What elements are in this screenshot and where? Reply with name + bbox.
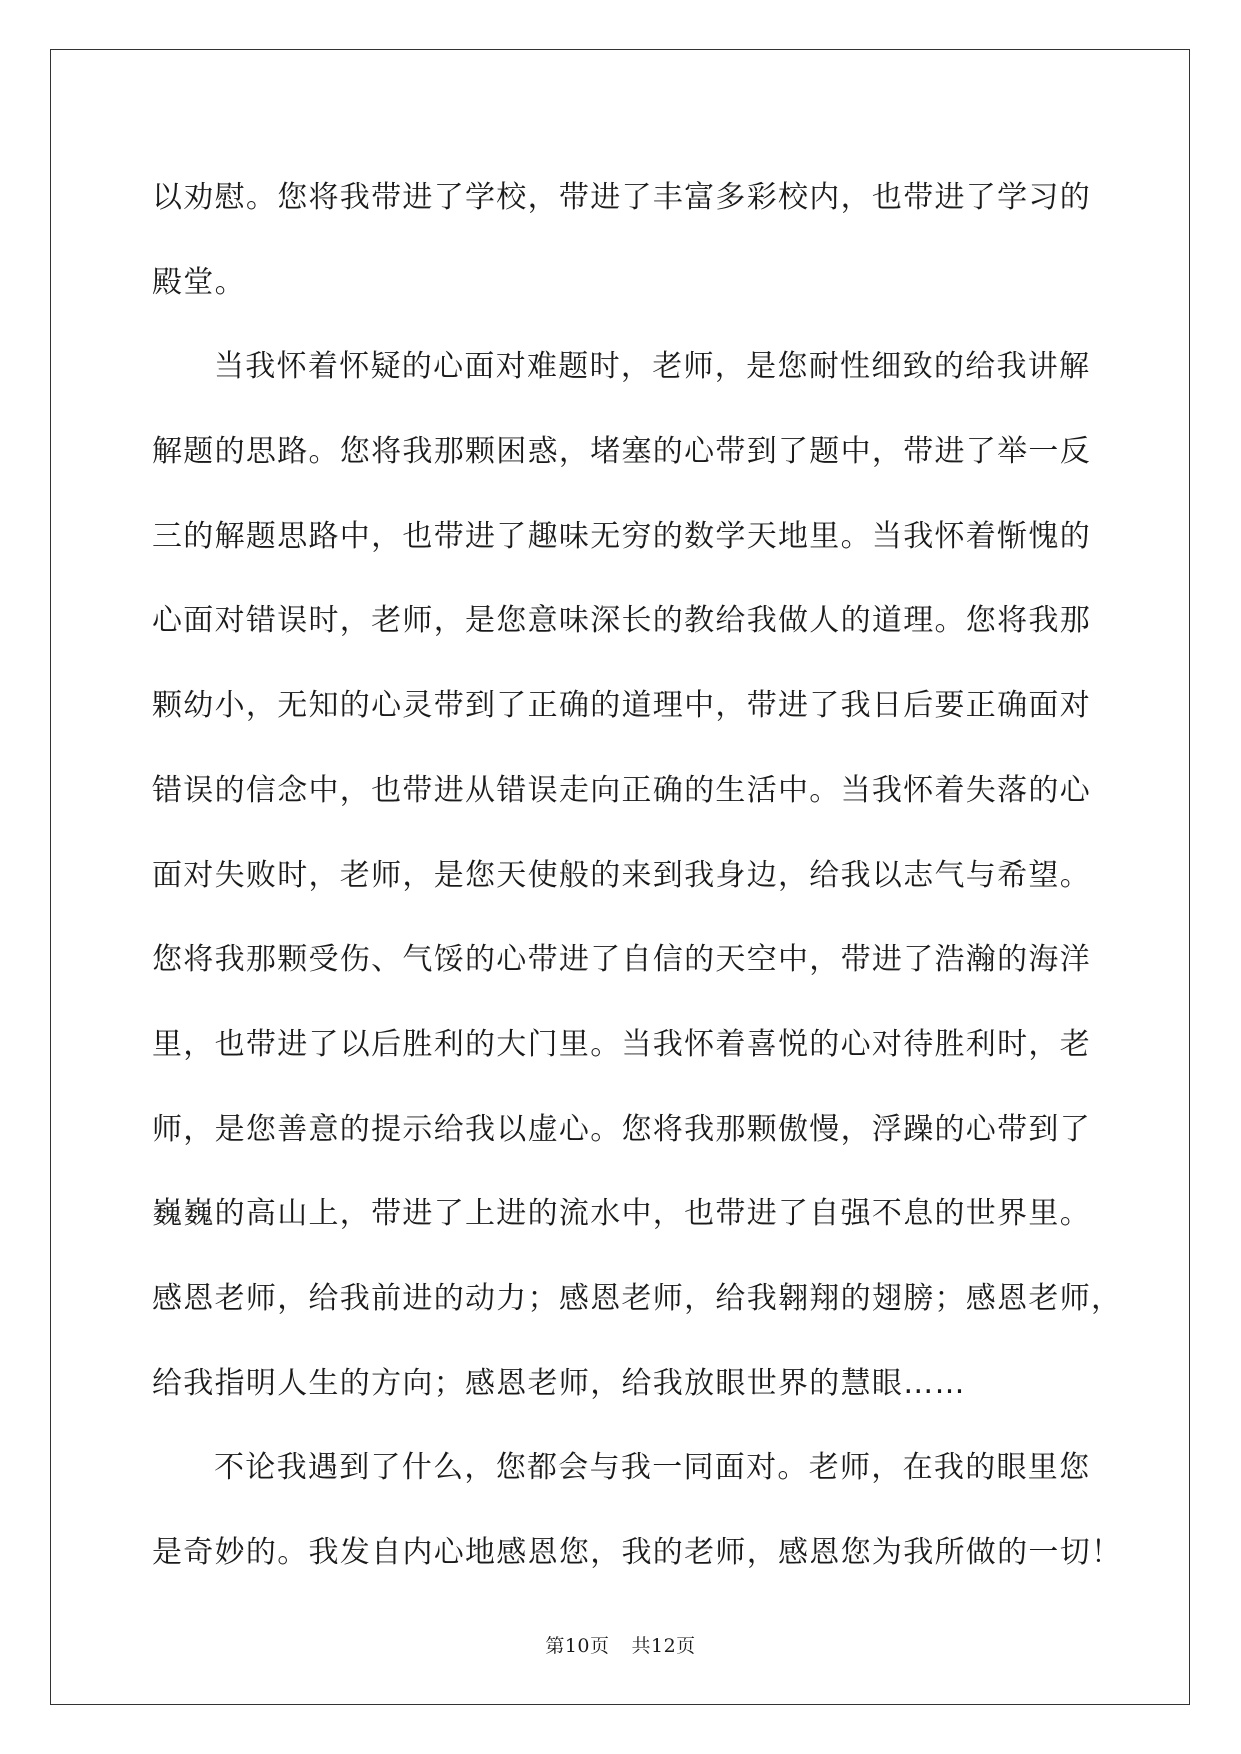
text-line: 三的解题思路中，也带进了趣味无穷的数学天地里。当我怀着惭愧的 — [152, 518, 1091, 554]
text-line: 是奇妙的。我发自内心地感恩您，我的老师，感恩您为我所做的一切！ — [152, 1535, 1123, 1570]
text-line: 以劝慰。您将我带进了学校，带进了丰富多彩校内，也带进了学习的 — [152, 180, 1091, 215]
text-line: 解题的思路。您将我那颗困惑，堵塞的心带到了题中，带进了举一反 — [152, 434, 1091, 470]
text-line: 师，是您善意的提示给我以虚心。您将我那颗傲慢，浮躁的心带到了 — [152, 1111, 1091, 1147]
paragraph-start-line: 不论我遇到了什么，您都会与我一同面对。老师，在我的眼里您 — [214, 1450, 1091, 1486]
text-line: 您将我那颗受伤、气馁的心带进了自信的天空中，带进了浩瀚的海洋 — [152, 942, 1091, 978]
text-line: 面对失败时，老师，是您天使般的来到我身边，给我以志气与希望。 — [152, 857, 1091, 893]
paragraph-start-line: 当我怀着怀疑的心面对难题时，老师，是您耐性细致的给我讲解 — [214, 349, 1091, 385]
text-line: 给我指明人生的方向；感恩老师，给我放眼世界的慧眼…… — [152, 1365, 966, 1401]
text-line: 错误的信念中，也带进从错误走向正确的生活中。当我怀着失落的心 — [152, 772, 1091, 808]
text-line: 感恩老师，给我前进的动力；感恩老师，给我翱翔的翅膀；感恩老师， — [152, 1280, 1123, 1316]
text-line: 心面对错误时，老师，是您意味深长的教给我做人的道理。您将我那 — [152, 603, 1091, 639]
text-line: 殿堂。 — [152, 264, 246, 300]
total-pages: 共12页 — [631, 1635, 696, 1657]
text-line: 巍巍的高山上，带进了上进的流水中，也带进了自强不息的世界里。 — [152, 1196, 1091, 1232]
document-body — [152, 156, 1123, 1596]
page-footer — [0, 1631, 1241, 1658]
current-page-number: 第10页 — [545, 1635, 610, 1657]
text-line: 颗幼小，无知的心灵带到了正确的道理中，带进了我日后要正确面对 — [152, 688, 1091, 724]
text-line: 里，也带进了以后胜利的大门里。当我怀着喜悦的心对待胜利时，老 — [152, 1026, 1091, 1062]
